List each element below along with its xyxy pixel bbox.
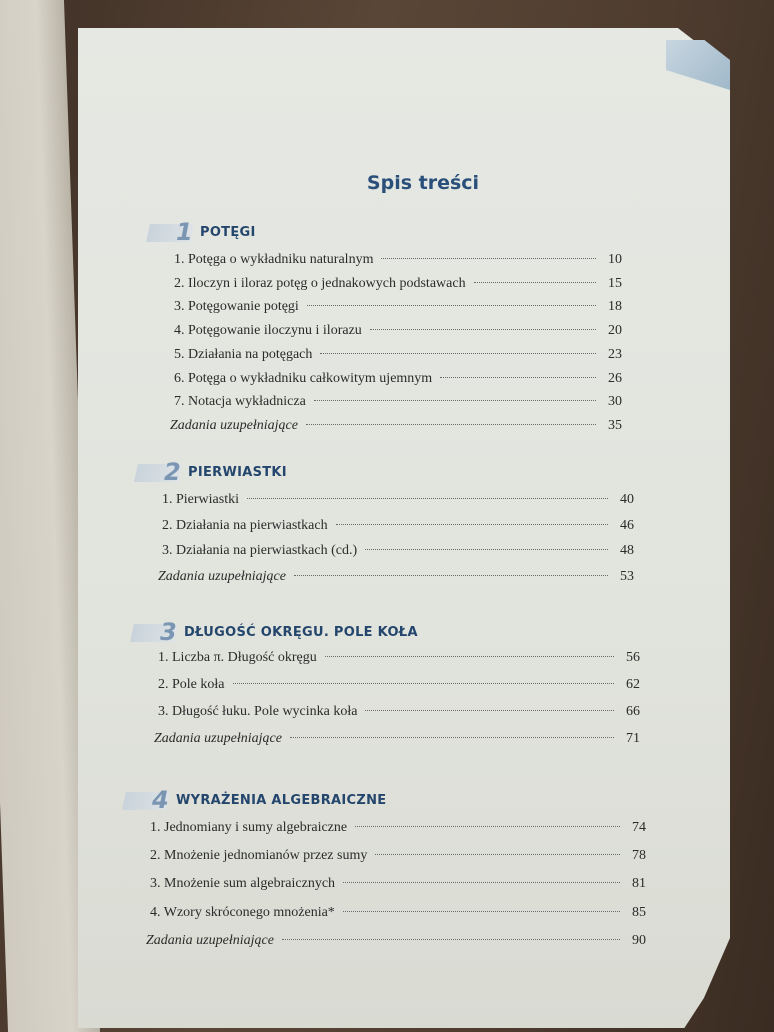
entry-title: 1. Jednomiany i sumy algebraiczne [150, 820, 348, 835]
supplementary-exercises-entry [154, 731, 640, 753]
entry-title: Zadania uzupełniające [146, 932, 274, 948]
toc-entry [162, 492, 634, 514]
dot-leader [282, 939, 620, 940]
page-number: 71 [626, 731, 640, 746]
dot-leader [290, 737, 614, 738]
entry-title: 4. Potęgowanie iloczynu i ilorazu [174, 323, 362, 339]
entry-title: 3. Działania na pierwiastkach (cd.) [162, 543, 358, 559]
section-title: WYRAŻENIA ALGEBRAICZNE [176, 793, 387, 808]
toc-entry [150, 820, 646, 842]
entry-title: 2. Działania na pierwiastkach [162, 517, 328, 533]
toc-entry [174, 371, 622, 393]
dot-leader [320, 353, 596, 354]
entry-title: 3. Potęgowanie potęgi [174, 299, 299, 315]
dot-leader [325, 656, 614, 657]
page-number: 85 [632, 904, 646, 920]
page-number: 20 [608, 323, 622, 339]
entry-title: Zadania uzupełniające [154, 731, 282, 746]
toc-entry [174, 252, 622, 274]
entry-title: 2. Mnożenie jednomianów przez sumy [150, 848, 368, 864]
page-number: 23 [608, 346, 622, 362]
entry-title: 6. Potęga o wykładniku całkowitym ujemnym [174, 370, 433, 386]
entry-title: 1. Potęga o wykładniku naturalnym [174, 252, 374, 267]
section-header [124, 786, 424, 816]
supplementary-exercises-entry [158, 569, 634, 591]
entry-title: 3. Mnożenie sum algebraicznych [150, 876, 336, 892]
dot-leader [474, 282, 596, 283]
entry-title: Zadania uzupełniające [158, 569, 286, 585]
toc-entry [150, 848, 646, 870]
dot-leader [365, 549, 608, 550]
dot-leader [336, 524, 608, 525]
page-number: 56 [626, 650, 640, 665]
page-number: 90 [632, 932, 646, 948]
page-number: 66 [626, 704, 640, 719]
page-number: 10 [608, 252, 622, 267]
page-number: 15 [608, 275, 622, 291]
page-number: 46 [620, 517, 634, 533]
dot-leader [314, 400, 596, 401]
entry-title: 3. Długość łuku. Pole wycinka koła [158, 704, 358, 719]
dot-leader [355, 826, 620, 827]
dot-leader [375, 854, 620, 855]
toc-entry [174, 276, 622, 298]
page-number: 35 [608, 417, 622, 433]
dot-leader [247, 498, 608, 499]
page-number: 78 [632, 848, 646, 864]
dot-leader [365, 710, 614, 711]
entry-title: 5. Działania na potęgach [174, 346, 313, 362]
dot-leader [233, 683, 615, 684]
section-header [136, 458, 436, 488]
toc-entry [150, 876, 646, 898]
section-number: 3 [160, 618, 177, 646]
toc-entry [150, 905, 646, 927]
section-header [148, 218, 448, 248]
page-number: 40 [620, 492, 634, 507]
entry-title: 4. Wzory skróconego mnożenia* [150, 904, 335, 920]
page-number: 53 [620, 569, 634, 585]
section-header [132, 618, 432, 648]
supplementary-exercises-entry [170, 418, 622, 440]
dot-leader [370, 329, 596, 330]
section-title: DŁUGOŚĆ OKRĘGU. POLE KOŁA [184, 625, 418, 640]
entry-title: 7. Notacja wykładnicza [174, 394, 306, 410]
toc-entry [162, 543, 634, 565]
section-title: PIERWIASTKI [188, 465, 287, 480]
page-number: 81 [632, 876, 646, 892]
section-number: 1 [176, 218, 193, 246]
entry-title: 2. Iloczyn i iloraz potęg o jednakowych podstawach [174, 275, 466, 291]
entry-title: Zadania uzupełniające [170, 417, 298, 433]
supplementary-exercises-entry [146, 933, 646, 955]
page-number: 30 [608, 394, 622, 410]
section-number: 2 [164, 458, 181, 486]
dot-leader [440, 377, 596, 378]
toc-entry [174, 347, 622, 369]
dot-leader [307, 305, 596, 306]
dot-leader [306, 424, 596, 425]
dot-leader [343, 911, 620, 912]
entry-title: 2. Pole koła [158, 677, 225, 692]
page-number: 18 [608, 299, 622, 315]
page-number: 26 [608, 370, 622, 386]
toc-entry [174, 394, 622, 416]
entry-title: 1. Pierwiastki [162, 492, 239, 507]
dot-leader [381, 258, 596, 259]
toc-entry [174, 299, 622, 321]
entry-title: 1. Liczba π. Długość okręgu [158, 650, 317, 665]
dot-leader [294, 575, 608, 576]
toc-entry [158, 677, 640, 699]
toc-entry [158, 650, 640, 672]
section-number: 4 [152, 786, 169, 814]
page-number: 48 [620, 543, 634, 559]
page-number: 62 [626, 677, 640, 692]
dot-leader [343, 882, 620, 883]
toc-entry [158, 704, 640, 726]
toc-entry [162, 518, 634, 540]
page-title: Spis treści [366, 172, 480, 194]
section-title: POTĘGI [200, 225, 256, 240]
page-number: 74 [632, 820, 646, 835]
toc-entry [174, 323, 622, 345]
